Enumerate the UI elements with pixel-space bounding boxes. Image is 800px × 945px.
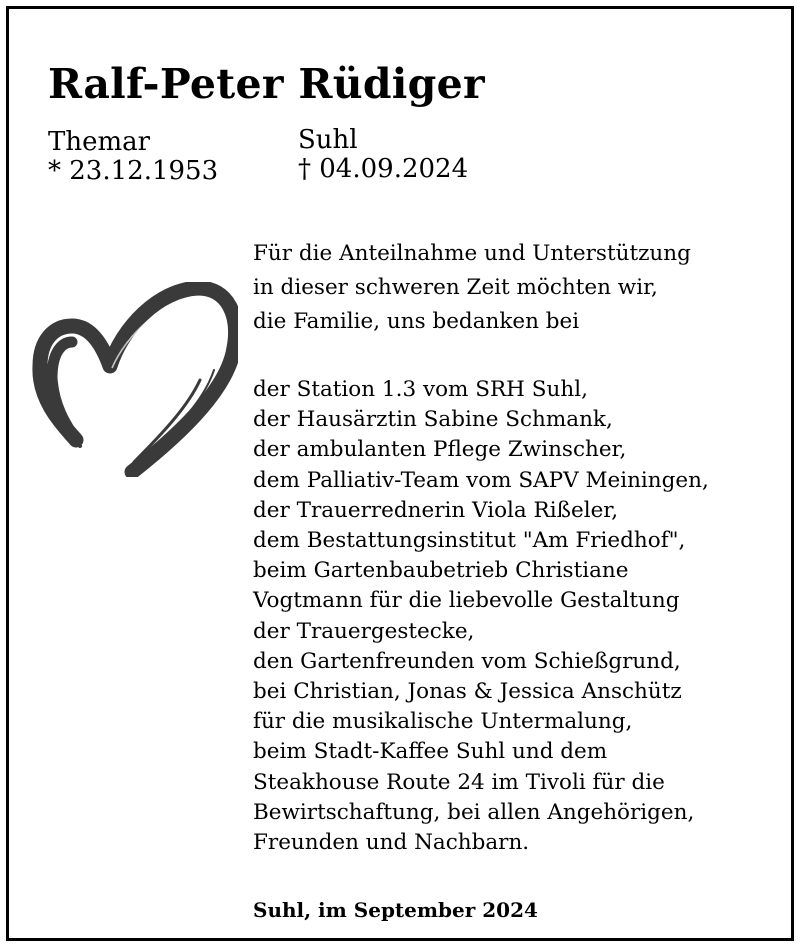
intro-line: Für die Anteilnahme und Unterstützung xyxy=(253,241,691,266)
thanks-line: den Gartenfreunden vom Schießgrund, xyxy=(253,648,681,674)
heart-brush-icon xyxy=(28,282,238,477)
birth-place: Themar xyxy=(48,127,151,157)
thanks-line: dem Bestattungsinstitut "Am Friedhof", xyxy=(253,528,686,554)
death-place: Suhl xyxy=(298,125,358,155)
thanks-line: der ambulanten Pflege Zwinscher, xyxy=(253,437,627,463)
closing-line: Suhl, im September 2024 xyxy=(253,898,538,922)
intro-line: die Familie, uns bedanken bei xyxy=(253,309,580,334)
thanks-line: Bewirtschaftung, bei allen Angehörigen, xyxy=(253,799,695,825)
thanks-line: beim Gartenbaubetrieb Christiane xyxy=(253,558,629,584)
thanks-line: der Hausärztin Sabine Schmank, xyxy=(253,407,613,433)
death-info xyxy=(298,126,468,184)
intro-paragraph xyxy=(253,237,709,339)
thanks-line: für die musikalische Untermalung, xyxy=(253,709,633,735)
thanks-line: der Trauergestecke, xyxy=(253,618,475,644)
death-date: † 04.09.2024 xyxy=(298,154,469,184)
intro-line: in dieser schweren Zeit möchten wir, xyxy=(253,275,658,300)
birth-date: * 23.12.1953 xyxy=(48,156,219,186)
deceased-name: Ralf-Peter Rüdiger xyxy=(48,60,485,108)
thanks-list xyxy=(253,375,709,858)
birth-info xyxy=(48,128,218,186)
thanks-line: beim Stadt-Kaffee Suhl und dem xyxy=(253,739,608,765)
thanks-line: bei Christian, Jonas & Jessica Anschütz xyxy=(253,679,682,705)
thanks-line: Freunden und Nachbarn. xyxy=(253,830,530,856)
thanks-line: der Station 1.3 vom SRH Suhl, xyxy=(253,377,588,402)
thanks-line: dem Palliativ-Team vom SAPV Meiningen, xyxy=(253,467,709,493)
thank-you-text xyxy=(253,237,709,858)
thanks-line: der Trauerrednerin Viola Rißeler, xyxy=(253,497,619,523)
thanks-line: Steakhouse Route 24 im Tivoli für die xyxy=(253,769,665,795)
thanks-line: Vogtmann für die liebevolle Gestaltung xyxy=(253,588,680,614)
